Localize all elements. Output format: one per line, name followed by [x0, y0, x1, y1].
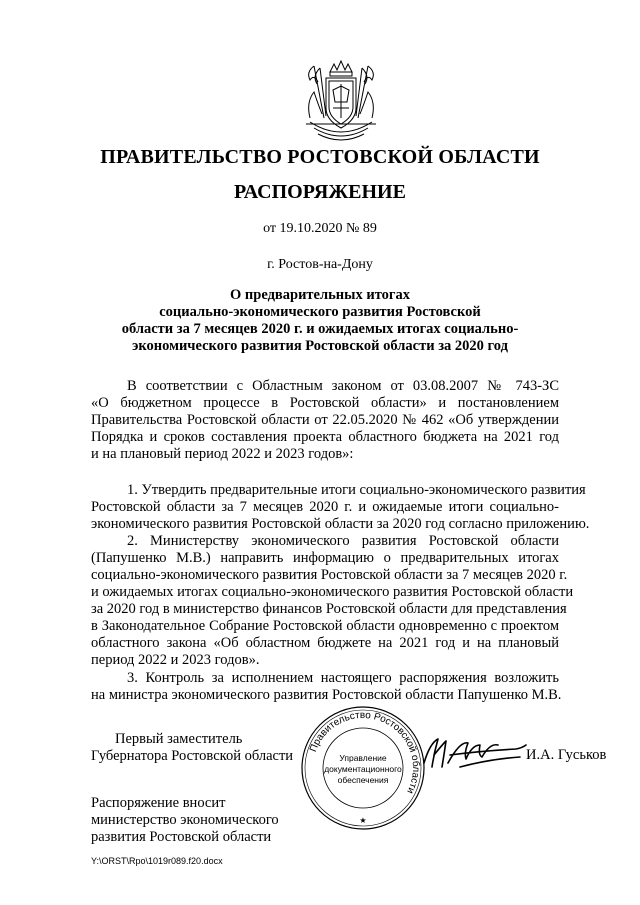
item-line: социально-экономического развития Ростовской области за 7 месяцев 2020 г.: [91, 567, 568, 583]
item-1: [91, 482, 590, 533]
file-path: Y:\ORST\Rpo\1019r089.f20.docx: [91, 856, 223, 866]
item-line: Ростовской области за 7 месяцев 2020 г. и ожидаемые итоги социально-: [91, 499, 559, 515]
preamble: [91, 378, 559, 463]
position-line: Первый заместитель: [115, 731, 243, 747]
document-type: РАСПОРЯЖЕНИЕ: [234, 181, 406, 203]
preamble-line: В соответствии с Областным законом от 03.08.2007 № 743-ЗС: [127, 378, 559, 394]
item-line: 2. Министерству экономического развития Ростовской области: [127, 533, 559, 549]
item-line: период 2022 и 2023 годов».: [91, 652, 260, 668]
preamble-line: «О бюджетном процессе в Ростовской области» и постановлением: [91, 395, 559, 411]
coat-of-arms-emblem: [300, 58, 382, 144]
item-line: областного закона «Об областном бюджете на 2021 год и на плановый: [91, 635, 559, 651]
item-3: [91, 670, 562, 704]
item-line: в Законодательное Собрание Ростовской области одновременно с проектом: [91, 618, 559, 634]
handwritten-signature: [420, 733, 528, 773]
preamble-line: Правительства Ростовской области от 22.05.2020 № 462 «Об утверждении: [91, 412, 559, 428]
place: г. Ростов-на-Дону: [267, 257, 373, 272]
title-line: О предварительных итогах: [230, 287, 410, 303]
stamp-center-line: Управление: [339, 753, 387, 763]
item-line: 3. Контроль за исполнением настоящего распоряжения возложить: [127, 670, 559, 686]
signatory-position: [91, 731, 293, 765]
title-line: области за 7 месяцев 2020 г. и ожидаемых итогах социально-: [121, 321, 519, 337]
signatory-name: И.А. Гуськов: [526, 747, 607, 763]
note-line: министерство экономического: [91, 812, 279, 828]
organization-title: ПРАВИТЕЛЬСТВО РОСТОВСКОЙ ОБЛАСТИ: [100, 146, 540, 168]
star-icon: ★: [359, 816, 367, 825]
item-line: на министра экономического развития Ростовской области Папушенко М.В.: [91, 687, 562, 703]
item-line: и ожидаемых итогах социально-экономического развития Ростовской области: [91, 584, 574, 600]
document-title: [90, 287, 550, 355]
note-line: Распоряжение вносит: [91, 795, 226, 811]
item-2: [91, 533, 574, 669]
title-line: экономического развития Ростовской области за 2020 год: [132, 338, 508, 354]
official-stamp: [300, 705, 426, 831]
item-line: 1. Утвердить предварительные итоги социально-экономического развития: [127, 482, 586, 498]
stamp-center-line: обеспечения: [337, 775, 389, 785]
note-line: развития Ростовской области: [91, 829, 272, 845]
position-line: Губернатора Ростовской области: [91, 748, 294, 764]
preamble-line: и на плановый период 2022 и 2023 годов»:: [91, 446, 354, 462]
preamble-line: Порядка и сроков составления проекта областного бюджета на 2021 год: [91, 429, 559, 445]
stamp-center-line: документационного: [324, 764, 402, 774]
item-line: за 2020 год в министерство финансов Ростовской области для представления: [91, 601, 567, 617]
stamp-ring-text: Правительство Ростовской области: [307, 709, 422, 796]
date-number: от 19.10.2020 № 89: [263, 221, 377, 236]
item-line: (Папушенко М.В.) направить информацию о предварительных итогах: [91, 550, 559, 566]
title-line: социально-экономического развития Ростовской: [159, 304, 481, 320]
submission-note: [91, 795, 279, 846]
item-line: экономического развития Ростовской области за 2020 год согласно приложению.: [91, 516, 590, 532]
